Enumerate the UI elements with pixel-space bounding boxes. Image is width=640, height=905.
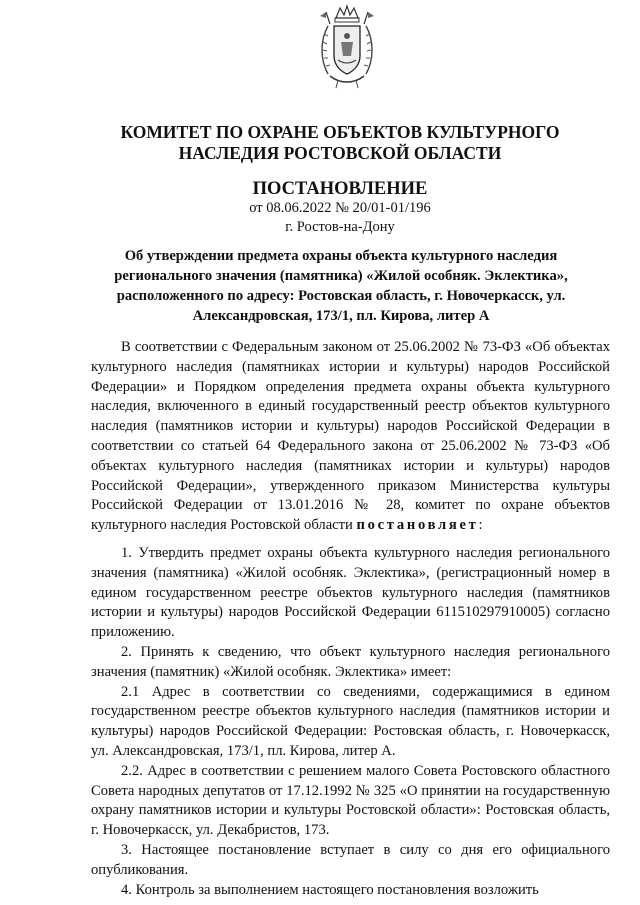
resolution-item: 2. Принять к сведению, что объект культурного наследия регионального значения (памятник) «Жилой особняк. Эклектика» имеет: [91,643,610,680]
document-date-number: от 08.06.2022 № 20/01-01/196 [249,200,431,216]
document-type-title: ПОСТАНОВЛЕНИЕ [252,179,428,199]
resolution-item: 2.2. Адрес в соответствии с решением малого Совета Ростовского областного Совета народных депутатов от 17.12.1992 № 325 «О принятии на государственную охрану памятников истории и культуры Ростовской области»: Ростовская область, г. Новочеркасск, ул. Декабристов, 173. [91,762,610,839]
document-city: г. Ростов-на-Дону [285,219,395,235]
resolution-items [91,544,610,900]
decree-word: постановляет [356,517,479,534]
resolution-item: 4. Контроль за выполнением настоящего постановления возложить [121,881,539,898]
decree-colon: : [478,517,483,534]
document-subject: Об утверждении предмета охраны объекта культурного наследия регионального значения (памятника) «Жилой особняк. Эклектика», расположенного по адресу: Ростовская область, г. Новочеркасск, ул. Александровская, 173/1, пл. Кирова, литер А [114,248,568,324]
resolution-item: 2.1 Адрес в соответствии со сведениями, содержащимися в едином государственном реестре объектов культурного наследия (памятников истории и культуры) народов Российской Федерации: Ростовская область, г. Новочеркасск, ул. Александровская, 173/1, пл. Кирова, литер А. [91,683,610,759]
organization-name-line1: КОМИТЕТ ПО ОХРАНЕ ОБЪЕКТОВ КУЛЬТУРНОГО [120,122,560,142]
preamble-text: В соответствии с Федеральным законом от 25.06.2002 № 73-ФЗ «Об объектах культурного наследия (памятниках истории и культуры) народов Российской Федерации» и Порядком определения предмета охраны объекта культурного наследия, включенного в единый государственный реестр объектов культурного наследия (памятников истории и культуры) народов Российской Федерации в соответствии со статьей 64 Федерального закона от 25.06.2002 № 73-ФЗ «Об объектах культурного наследия (памятниках истории и культуры) народов Российской Федерации», утвержденного приказом Министерства культуры Российской Федерации от 13.01.2016 № 28, комитет по охране объектов культурного наследия Ростовской области [91,339,610,534]
preamble-block [91,338,610,536]
resolution-item: 1. Утвердить предмет охраны объекта культурного наследия регионального значения (памятника) «Жилой особняк. Эклектика», (регистрационный номер в едином государственном реестре объектов культурного наследия (памятников истории и культуры) народов Российской Федерации 611510297910005) согласно приложению. [91,545,610,641]
organization-name-line2: НАСЛЕДИЯ РОСТОВСКОЙ ОБЛАСТИ [178,143,502,163]
preamble-paragraph [91,338,610,536]
coat-of-arms-emblem [318,4,376,92]
resolution-item: 3. Настоящее постановление вступает в силу со дня его официального опубликования. [91,841,610,878]
